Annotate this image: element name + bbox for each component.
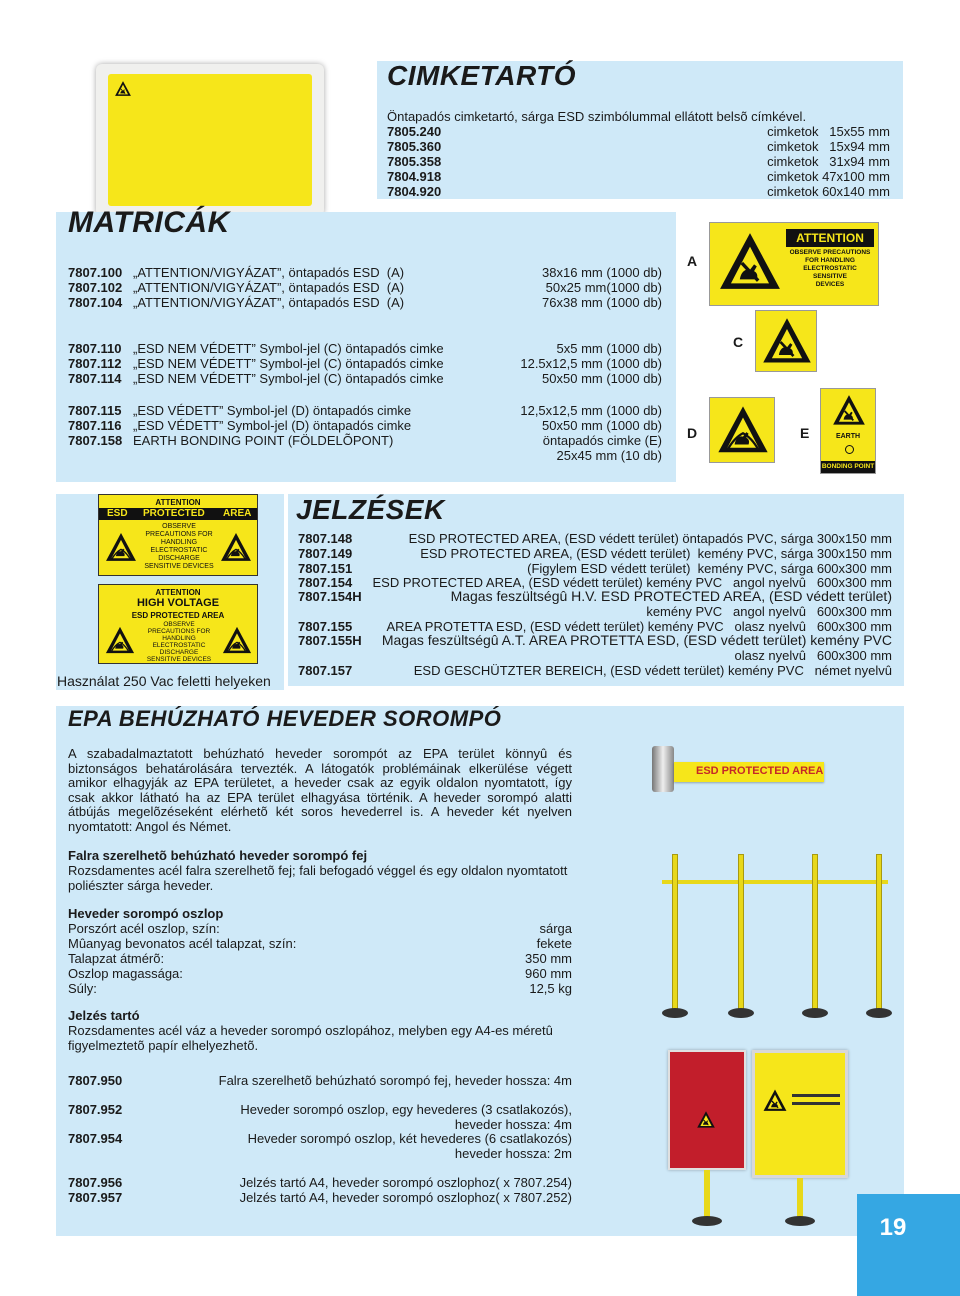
sticker-a-line: OBSERVE PRECAUTIONS xyxy=(789,249,871,256)
matricak-size: 12.5x12,5 mm (1000 db) xyxy=(520,356,662,371)
matricak-desc: „ATTENTION/VIGYÁZAT”, öntapadós ESD (A) xyxy=(133,280,405,295)
cimketarto-title: CIMKETARTÓ xyxy=(387,60,577,91)
cimketarto-description: Öntapadós cimketartó, sárga ESD szimbólummal ellátott belsõ címkével. xyxy=(387,109,807,124)
matricak-desc: EARTH BONDING POINT (FÖLDELÕPONT) xyxy=(133,433,394,448)
signs-caption: Használat 250 Vac feletti helyeken xyxy=(57,673,271,689)
holder-text: Rozsdamentes acél váz a heveder sorompó oszlopához, melyben egy A4-es méretû figyelmeztetõ papír elhelyezhetõ. xyxy=(68,1023,553,1053)
jelzesek-desc: ESD PROTECTED AREA, (ESD védett terület) öntapadós PVC, sárga 300x150 mm xyxy=(408,531,892,546)
jelzesek-desc: olasz nyelvû 600x300 mm xyxy=(734,648,892,663)
page-number-box xyxy=(857,1194,960,1296)
matricak-desc: „ESD NEM VÉDETT” Symbol-jel (C) öntapadós cimke xyxy=(133,356,444,371)
epa-intro: A szabadalmaztatott behúzható heveder sorompót az EPA terület könnyû és biztonságos behatárolására tervezték. A látogatók problémáinak elkerülése végett amikor elhagyják az EPA területet, a heveder csak az egyik oldalon nyomtatott, így csak akkor látható ha az EPA terület elhagyása történik. A heveder sorompó alatti átbújás megelõzéseként elérhetõ két soros hevederrel is. A heveder két nyelven nyomtatott: Angol és Német. xyxy=(68,746,572,834)
matricak-size: 76x38 mm (1000 db) xyxy=(542,295,662,310)
spec-label: Súly: xyxy=(68,981,97,996)
sign-line: OBSERVE xyxy=(162,523,196,530)
label-e: E xyxy=(800,425,810,441)
product-desc: Heveder sorompó oszlop, két hevederes (6 csatlakozós) xyxy=(247,1131,572,1146)
jelzesek-desc: Magas feszültségû A.T. AREA PROTETTA ESD, (ESD védett terület) kemény PVC xyxy=(381,632,892,648)
jelzesek-desc: ESD PROTECTED AREA, (ESD védett terület) kemény PVC, sárga 300x150 mm xyxy=(420,546,892,561)
spec-label: Porszórt acél oszlop, szín: xyxy=(68,921,220,936)
sign-line: PRECAUTIONS FOR xyxy=(147,628,211,635)
matricak-desc: „ESD NEM VÉDETT” Symbol-jel (C) öntapadós cimke xyxy=(133,371,444,386)
sign2-esd-protected-area: ESD PROTECTED AREA xyxy=(131,611,225,620)
label-c: C xyxy=(733,334,744,350)
matricak-code: 7807.114 xyxy=(68,371,122,386)
sign1-protected: PROTECTED xyxy=(143,508,205,519)
label-a: A xyxy=(687,253,698,269)
sticker-e-top: EARTH xyxy=(835,433,861,440)
product-code: 7807.950 xyxy=(68,1073,123,1088)
sign-line: DISCHARGE xyxy=(158,555,200,562)
sticker-a-line: SENSITIVE xyxy=(813,273,847,280)
cimketarto-code: 7805.240 xyxy=(387,124,442,139)
product-code: 7807.957 xyxy=(68,1190,123,1205)
sign-holder-yellow-image xyxy=(752,1050,848,1230)
matricak-code: 7807.110 xyxy=(68,341,122,356)
matricak-desc: „ESD VÉDETT” Symbol-jel (D) öntapadós cimke xyxy=(133,418,412,433)
matricak-size: 50x50 mm (1000 db) xyxy=(542,418,662,433)
sign-line: OBSERVE xyxy=(163,621,195,628)
label-d: D xyxy=(687,425,698,441)
matricak-desc: „ESD NEM VÉDETT” Symbol-jel (C) öntapadós cimke xyxy=(133,341,444,356)
sign-line: ELECTROSTATIC xyxy=(150,547,208,554)
jelzesek-desc: ESD PROTECTED AREA, (ESD védett terület) kemény PVC angol nyelvû 600x300 mm xyxy=(372,575,892,590)
matricak-size: 38x16 mm (1000 db) xyxy=(542,265,662,280)
bonding-point-circle-icon xyxy=(845,445,854,454)
cimketarto-code: 7804.918 xyxy=(387,169,442,184)
sign-line: SENSITIVE DEVICES xyxy=(144,563,214,570)
sticker-c xyxy=(755,310,817,372)
jelzesek-code: 7807.157 xyxy=(298,663,353,678)
product-desc: Jelzés tartó A4, heveder sorompó oszlophoz( x 7807.254) xyxy=(239,1175,572,1190)
cimketarto-size: cimketok 15x55 mm xyxy=(767,124,890,139)
spec-value: sárga xyxy=(539,921,572,936)
sign-line: DISCHARGE xyxy=(159,649,199,656)
product-code: 7807.954 xyxy=(68,1131,123,1146)
post-barrier-image xyxy=(662,850,892,1030)
matricak-code: 7807.115 xyxy=(68,403,122,418)
matricak-desc: „ESD VÉDETT” Symbol-jel (D) öntapadós cimke xyxy=(133,403,412,418)
sign-line: SENSITIVE DEVICES xyxy=(146,656,212,663)
sticker-e xyxy=(820,388,876,474)
cimketarto-size: cimketok 15x94 mm xyxy=(767,139,890,154)
sticker-d xyxy=(709,397,775,463)
sign1-esd: ESD xyxy=(107,508,128,519)
product-code: 7807.956 xyxy=(68,1175,123,1190)
matricak-code: 7807.116 xyxy=(68,418,122,433)
wall-text: Rozsdamentes acél falra szerelhetõ fej; fali befogadó véggel és egy oldalon nyomtatott poliészter sárga heveder. xyxy=(68,863,568,893)
sticker-e-bottom-bar: BONDING POINT xyxy=(821,461,875,473)
matricak-code: 7807.104 xyxy=(68,295,123,310)
tape-label: ESD PROTECTED AREA xyxy=(696,765,824,777)
esd-protected-symbol-icon xyxy=(715,403,771,459)
matricak-desc: „ATTENTION/VIGYÁZAT”, öntapadós ESD (A) xyxy=(133,295,405,310)
cimketarto-code: 7804.920 xyxy=(387,184,442,199)
sticker-a-line: FOR HANDLING xyxy=(805,257,855,264)
matricak-desc: „ATTENTION/VIGYÁZAT”, öntapadós ESD (A) xyxy=(133,265,405,280)
sign-esd-protected-area: ATTENTION ESD PROTECTED AREA OBSERVE PRECAUTIONS FOR HANDLING ELECTROSTATIC DISCHARGE SENSITIVE DEVICES xyxy=(98,494,258,576)
spec-value: 960 mm xyxy=(525,966,572,981)
product-desc: Jelzés tartó A4, heveder sorompó oszlophoz( x 7807.252) xyxy=(239,1190,572,1205)
jelzesek-code: 7807.154 xyxy=(298,575,353,590)
jelzesek-code: 7807.154H xyxy=(298,589,362,604)
sign-holder-red-image xyxy=(668,1050,748,1230)
spec-value: 350 mm xyxy=(525,951,572,966)
product-code: 7807.952 xyxy=(68,1102,123,1117)
jelzesek-desc: (Figylem ESD védett terület) kemény PVC, sárga 600x300 mm xyxy=(527,561,892,576)
jelzesek-code: 7807.148 xyxy=(298,531,353,546)
jelzesek-code: 7807.155H xyxy=(298,633,362,648)
post-title: Heveder sorompó oszlop xyxy=(68,906,224,921)
matricak-code: 7807.158 xyxy=(68,433,123,448)
cimketarto-code: 7805.360 xyxy=(387,139,442,154)
wall-barrier-image xyxy=(648,746,824,792)
spec-value: 12,5 kg xyxy=(529,981,572,996)
cimketarto-size: cimketok 47x100 mm xyxy=(767,169,890,184)
sticker-a-header: ATTENTION xyxy=(786,229,874,247)
spec-label: Oszlop magassága: xyxy=(68,966,183,981)
jelzesek-desc: ESD GESCHÜTZTER BEREICH, (ESD védett terület) kemény PVC német nyelvû xyxy=(413,663,892,678)
sign-high-voltage: ATTENTION HIGH VOLTAGE ESD PROTECTED AREA OBSERVE PRECAUTIONS FOR HANDLING ELECTROSTATIC DISCHARGE SENSITIVE DEVICES xyxy=(98,584,258,664)
sign-line: PRECAUTIONS FOR xyxy=(145,531,213,538)
page-number: 19 xyxy=(879,1214,907,1241)
matricak-size: öntapadós cimke (E) xyxy=(542,433,662,448)
matricak-title: MATRICÁK xyxy=(68,206,230,239)
cimketarto-size: cimketok 31x94 mm xyxy=(767,154,890,169)
spec-label: Talapzat átmérõ: xyxy=(68,951,165,966)
sign-line: HANDLING xyxy=(160,539,198,546)
sign-line: HANDLING xyxy=(162,635,196,642)
wall-title: Falra szerelhetõ behúzható heveder sorompó fej xyxy=(68,848,368,863)
cimketarto-code: 7805.358 xyxy=(387,154,442,169)
matricak-size: 50x25 mm(1000 db) xyxy=(545,280,662,295)
matricak-code: 7807.102 xyxy=(68,280,123,295)
sticker-a xyxy=(709,222,879,306)
matricak-group-d-extra: 25x45 mm (10 db) xyxy=(556,448,662,463)
matricak-code: 7807.100 xyxy=(68,265,123,280)
esd-symbol-icon xyxy=(696,1110,716,1130)
sign-line: ELECTROSTATIC xyxy=(152,642,206,649)
product-desc-2: heveder hossza: 4m xyxy=(454,1117,572,1132)
esd-symbol-icon xyxy=(716,229,784,297)
matricak-size: 5x5 mm (1000 db) xyxy=(556,341,662,356)
matricak-size: 12,5x12,5 mm (1000 db) xyxy=(520,403,662,418)
esd-symbol-icon xyxy=(114,80,132,98)
holder-title: Jelzés tartó xyxy=(68,1008,140,1023)
jelzesek-title: JELZÉSEK xyxy=(296,494,445,525)
jelzesek-code: 7807.155 xyxy=(298,619,353,634)
jelzesek-desc: Magas feszültségû H.V. ESD PROTECTED AREA, (ESD védett terület) xyxy=(450,588,892,604)
product-desc: Heveder sorompó oszlop, egy hevederes (3 csatlakozós), xyxy=(240,1102,572,1117)
sticker-a-line: DEVICES xyxy=(815,281,845,288)
spec-value: fekete xyxy=(536,936,572,951)
matricak-size: 50x50 mm (1000 db) xyxy=(542,371,662,386)
matricak-code: 7807.112 xyxy=(68,356,122,371)
jelzesek-code: 7807.151 xyxy=(298,561,353,576)
product-desc: Falra szerelhetõ behúzható sorompó fej, heveder hossza: 4m xyxy=(218,1073,572,1088)
sign1-area: AREA xyxy=(223,508,252,519)
spec-label: Mûanyag bevonatos acél talapzat, szín: xyxy=(68,936,297,951)
jelzesek-desc: kemény PVC angol nyelvû 600x300 mm xyxy=(646,604,892,619)
esd-symbol-icon xyxy=(760,315,814,369)
product-desc-2: heveder hossza: 2m xyxy=(454,1146,572,1161)
epa-title: EPA BEHÚZHATÓ HEVEDER SOROMPÓ xyxy=(68,706,502,731)
jelzesek-code: 7807.149 xyxy=(298,546,353,561)
sign2-high-voltage: HIGH VOLTAGE xyxy=(136,597,220,609)
cimketarto-size: cimketok 60x140 mm xyxy=(767,184,890,199)
jelzesek-desc: AREA PROTETTA ESD, (ESD védett terület) kemény PVC olasz nyelvû 600x300 mm xyxy=(386,619,892,634)
esd-symbol-icon xyxy=(831,393,867,429)
sticker-a-line: ELECTROSTATIC xyxy=(803,265,857,272)
esd-symbol-icon xyxy=(762,1088,788,1114)
